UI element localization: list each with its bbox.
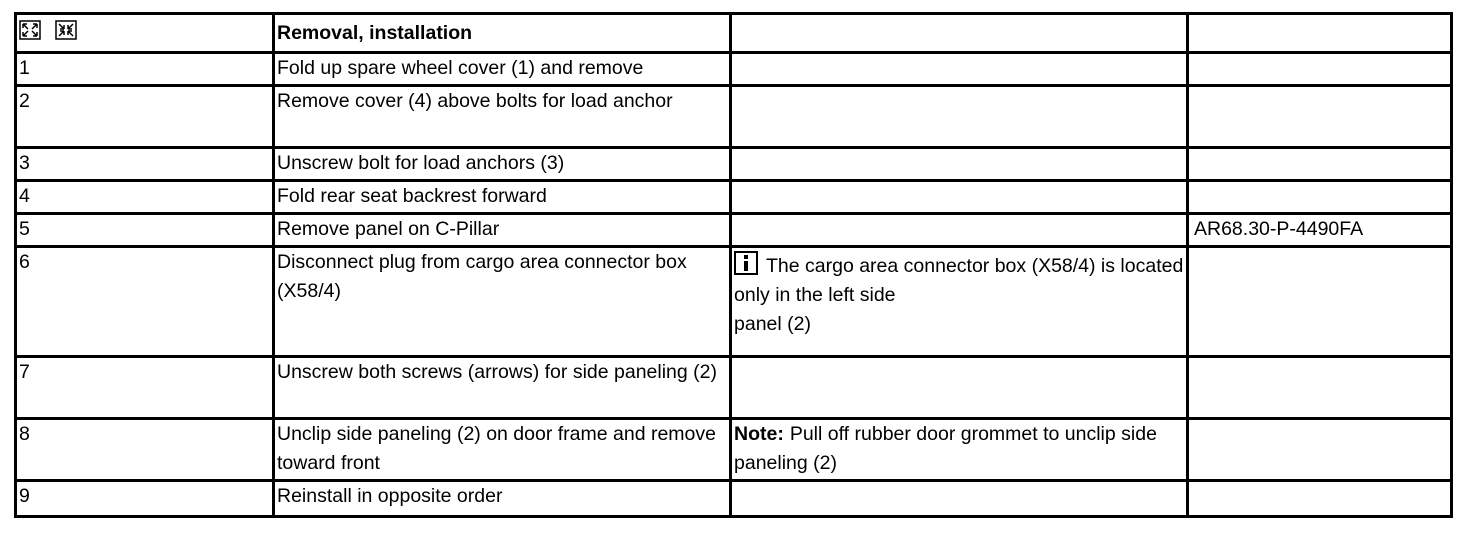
procedure-table [14, 12, 1453, 518]
step-number: 4 [16, 181, 274, 214]
table-row [16, 247, 1452, 357]
step-number: 5 [16, 214, 274, 247]
step-number: 3 [16, 148, 274, 181]
step-action: Disconnect plug from cargo area connector box (X58/4) [274, 247, 731, 357]
step-action: Fold rear seat backrest forward [274, 181, 731, 214]
table-row [16, 181, 1452, 214]
collapse-icon[interactable] [55, 20, 77, 40]
table-row [16, 148, 1452, 181]
table-row [16, 86, 1452, 148]
table-row [16, 53, 1452, 86]
note-text: The cargo area connector box (X58/4) is located only in the left side [734, 255, 1184, 306]
header-title: Removal, installation [274, 14, 731, 53]
step-note [731, 148, 1188, 181]
step-note [731, 419, 1188, 481]
table-row [16, 481, 1452, 517]
step-action: Remove cover (4) above bolts for load anchor [274, 86, 731, 148]
step-note [731, 357, 1188, 419]
step-ref [1188, 357, 1452, 419]
step-action: Reinstall in opposite order [274, 481, 731, 517]
header-ref-cell [1188, 14, 1452, 53]
table-row [16, 214, 1452, 247]
step-ref [1188, 481, 1452, 517]
step-number: 8 [16, 419, 274, 481]
step-number: 7 [16, 357, 274, 419]
step-number: 1 [16, 53, 274, 86]
step-ref [1188, 148, 1452, 181]
table-header-row [16, 14, 1452, 53]
step-note [731, 53, 1188, 86]
step-note [731, 481, 1188, 517]
step-action: Unclip side paneling (2) on door frame and remove toward front [274, 419, 731, 481]
step-ref [1188, 86, 1452, 148]
note-label: Note: [734, 423, 784, 445]
note-text: Pull off rubber door grommet to unclip side paneling (2) [734, 423, 1157, 474]
step-number: 9 [16, 481, 274, 517]
expand-icon[interactable] [19, 20, 41, 40]
table-row [16, 419, 1452, 481]
step-note [731, 181, 1188, 214]
info-icon [734, 251, 758, 275]
step-ref [1188, 419, 1452, 481]
step-action: Fold up spare wheel cover (1) and remove [274, 53, 731, 86]
table-row [16, 357, 1452, 419]
step-number: 2 [16, 86, 274, 148]
step-action: Remove panel on C-Pillar [274, 214, 731, 247]
step-action: Unscrew bolt for load anchors (3) [274, 148, 731, 181]
step-note [731, 86, 1188, 148]
note-text-continued: panel (2) [734, 313, 811, 335]
header-icons-cell [16, 14, 274, 53]
step-action: Unscrew both screws (arrows) for side paneling (2) [274, 357, 731, 419]
header-note-cell [731, 14, 1188, 53]
step-note [731, 247, 1188, 357]
step-note [731, 214, 1188, 247]
step-ref [1188, 53, 1452, 86]
step-number: 6 [16, 247, 274, 357]
step-ref [1188, 247, 1452, 357]
step-ref [1188, 181, 1452, 214]
step-ref-link[interactable]: AR68.30-P-4490FA [1188, 214, 1452, 247]
